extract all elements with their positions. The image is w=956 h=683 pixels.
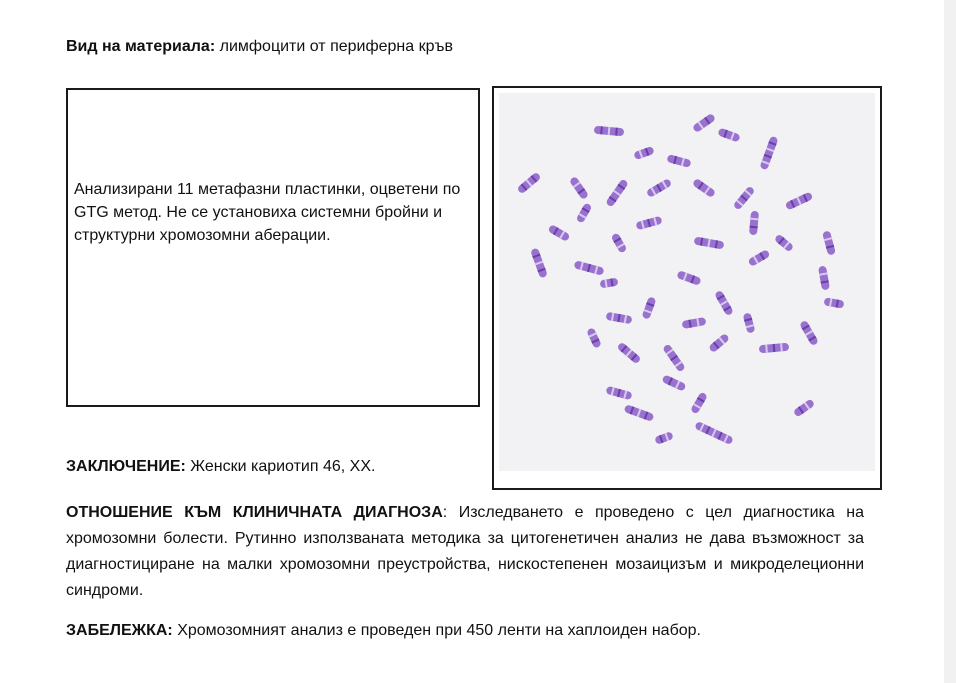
image-background <box>499 93 875 471</box>
material-line <box>66 36 453 58</box>
note-value: Хромозомният анализ е проведен при 450 ленти на хаплоиден набор. <box>172 622 701 639</box>
clinical-label: ОТНОШЕНИЕ КЪМ КЛИНИЧНАТА ДИАГНОЗА <box>66 504 443 521</box>
clinical-value: : Изследването е проведено с цел диагностика на хромозомни болести. Рутинно използваната методика за цитогенетичен анализ не дава възможност за диагностициране на малки хромозомни преустройства, нискостепенен мозаицизъм и микроделеционни синдроми. <box>66 504 865 599</box>
metaphase-image-frame <box>492 86 882 490</box>
note-label: ЗАБЕЛЕЖКА: <box>66 622 173 639</box>
material-label: Вид на материала: <box>66 38 216 55</box>
clinical-paragraph <box>66 500 864 604</box>
report-text: Анализирани 11 метафазни пластинки, оцветени по GTG метод. Не се установиха системни бройни и структурни хромозомни аберации. <box>74 181 461 244</box>
conclusion-label: ЗАКЛЮЧЕНИЕ: <box>66 458 186 475</box>
page-edge <box>944 0 956 683</box>
material-value: лимфоцити от периферна кръв <box>215 38 454 55</box>
report-box <box>66 88 480 407</box>
note-line <box>66 620 701 642</box>
conclusion-value: Женски кариотип 46, XX. <box>185 458 376 475</box>
metaphase-image <box>499 93 875 471</box>
conclusion-line <box>66 456 375 478</box>
